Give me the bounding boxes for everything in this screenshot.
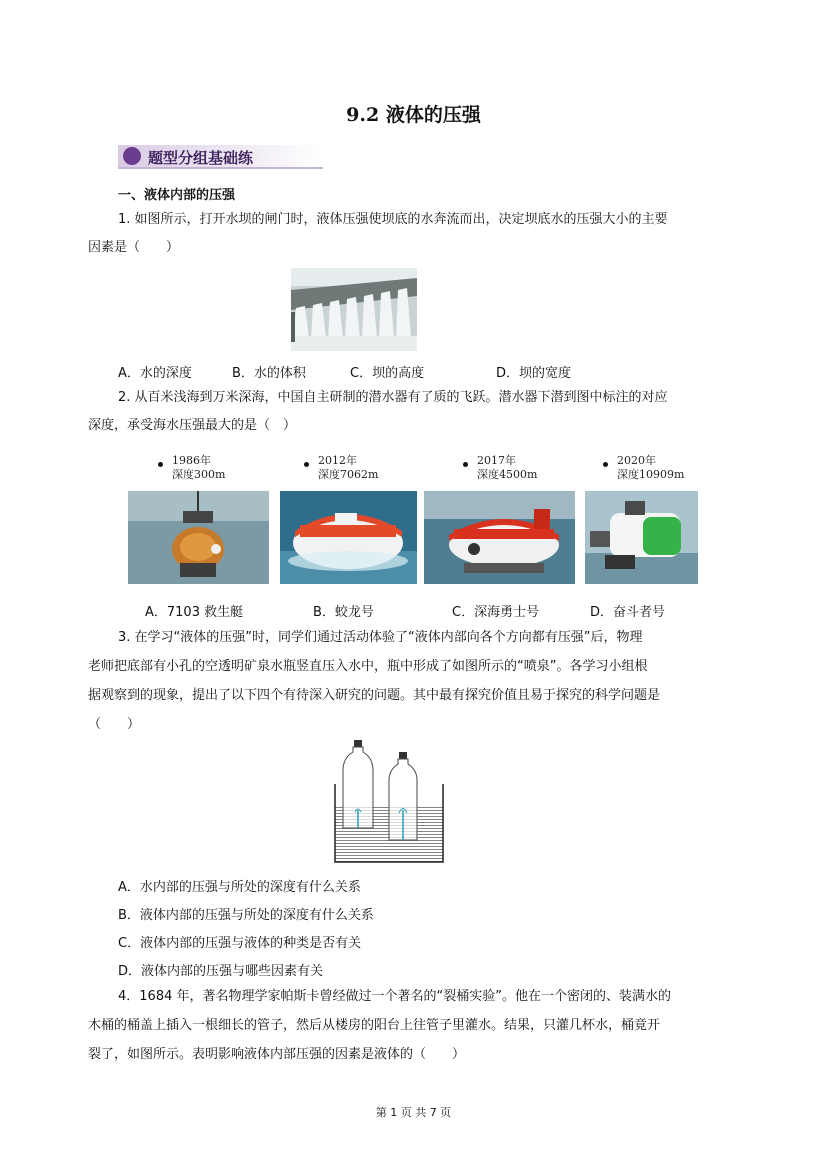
- q2-option-d: D．奋斗者号: [590, 605, 666, 620]
- q2-line1: 2. 从百米浅海到万米深海，中国自主研制的潜水器有了质的飞跃。潜水器下潜到图中标注的对应: [118, 390, 668, 405]
- q4-line1: 4．1684 年，著名物理学家帕斯卡曾经做过一个著名的“裂桶实验”。他在一个密闭的、装满水的: [118, 989, 671, 1004]
- caption-4-year: 2020年: [617, 454, 656, 467]
- q2-option-b: B．蛟龙号: [313, 605, 374, 620]
- q3-option-b: B．液体内部的压强与所处的深度有什么关系: [118, 908, 374, 923]
- caption-3-year: 2017年: [477, 454, 516, 467]
- q3-option-d: D．液体内部的压强与哪些因素有关: [118, 964, 324, 979]
- q1-line2: 因素是（ ）: [88, 240, 180, 255]
- q3-option-a: A．水内部的压强与所处的深度有什么关系: [118, 880, 361, 895]
- banner-label: 题型分组基础练: [148, 149, 254, 167]
- q4-line3: 裂了，如图所示。表明影响液体内部压强的因素是液体的（ ）: [88, 1047, 466, 1062]
- submersible-photo-3: [424, 491, 575, 584]
- dam-photo: [291, 268, 417, 351]
- q2-option-c: C．深海勇士号: [452, 605, 540, 620]
- q3-option-c: C．液体内部的压强与液体的种类是否有关: [118, 936, 362, 951]
- caption-dot: [158, 462, 163, 467]
- q1-option-c: C．坝的高度: [350, 366, 425, 381]
- q3-line4: （ ）: [88, 717, 141, 732]
- section-heading: 一、液体内部的压强: [118, 188, 236, 203]
- q3-line2: 老师把底部有小孔的空透明矿泉水瓶竖直压入水中，瓶中形成了如图所示的“喷泉”。各学习小组根: [88, 659, 648, 674]
- q1-line1: 1. 如图所示，打开水坝的闸门时，液体压强使坝底的水奔流而出，决定坝底水的压强大小的主要: [118, 212, 668, 227]
- caption-4-depth: 深度10909m: [617, 468, 685, 481]
- caption-3-depth: 深度4500m: [477, 468, 538, 481]
- caption-2-year: 2012年: [318, 454, 357, 467]
- caption-dot: [304, 462, 309, 467]
- bottle-fountain-diagram: [333, 740, 445, 864]
- caption-2-depth: 深度7062m: [318, 468, 379, 481]
- q3-line3: 据观察到的现象，提出了以下四个有待深入研究的问题。其中最有探究价值且易于探究的科学问题是: [88, 688, 661, 703]
- q2-line2: 深度，承受海水压强最大的是（ ）: [88, 418, 297, 433]
- caption-1-year: 1986年: [172, 454, 211, 467]
- submersible-photo-2: [280, 491, 417, 584]
- q2-option-a: A．7103 救生艇: [145, 605, 244, 620]
- q1-option-b: B．水的体积: [232, 366, 306, 381]
- section-banner: [118, 143, 328, 170]
- submersible-photo-4: [585, 491, 698, 584]
- submersible-photo-1: [128, 491, 269, 584]
- q1-option-d: D．坝的宽度: [496, 366, 572, 381]
- page-footer: 第 1 页 共 7 页: [375, 1106, 452, 1119]
- caption-1-depth: 深度300m: [172, 468, 226, 481]
- page-title: 9.2 液体的压强: [346, 104, 481, 126]
- caption-dot: [463, 462, 468, 467]
- q1-option-a: A．水的深度: [118, 366, 192, 381]
- caption-dot: [603, 462, 608, 467]
- q4-line2: 木桶的桶盖上插入一根细长的管子，然后从楼房的阳台上往管子里灌水。结果，只灌几杯水，桶竟开: [88, 1018, 661, 1033]
- q3-line1: 3. 在学习“液体的压强”时，同学们通过活动体验了“液体内部向各个方向都有压强”后，物理: [118, 630, 643, 645]
